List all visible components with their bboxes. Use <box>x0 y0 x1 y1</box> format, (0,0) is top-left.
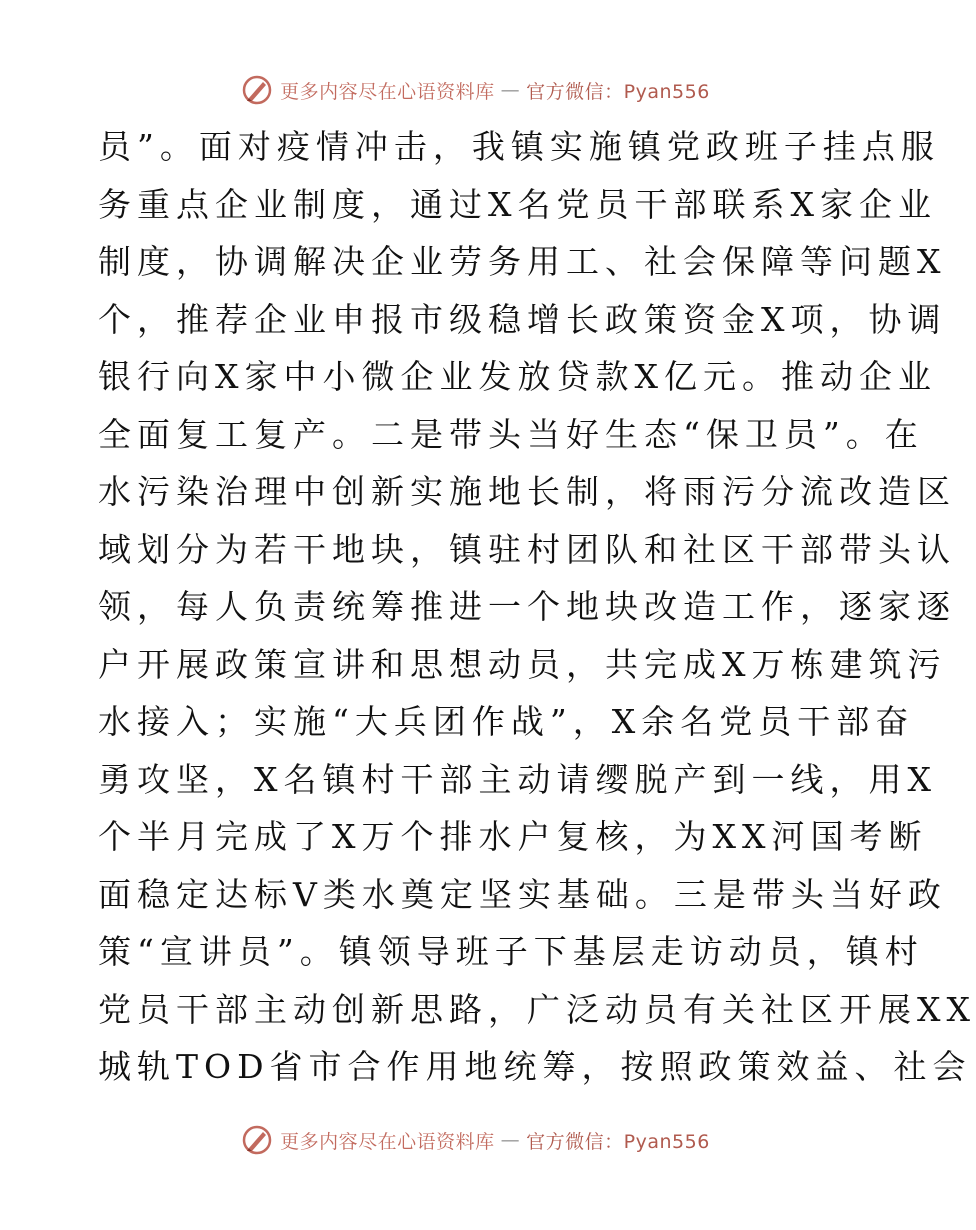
body-line: 个，推荐企业申报市级稳增长政策资金X项，协调 <box>98 299 947 339</box>
body-line: 银行向X家中小微企业发放贷款X亿元。推动企业 <box>98 357 937 396</box>
body-line: 策“宣讲员”。镇领导班子下基层走访动员，镇村 <box>98 932 924 971</box>
watermark-dash: — <box>500 79 521 101</box>
header-watermark <box>0 70 950 110</box>
pen-in-circle-logo-icon <box>240 1123 274 1157</box>
watermark-contact: 官方微信：Pyan556 <box>526 80 710 103</box>
body-line: 领，每人负责统筹推进一个地块改造工作，逐家逐 <box>98 587 956 626</box>
body-line: 水污染治理中创新实施地长制，将雨污分流改造区 <box>98 472 956 511</box>
body-line: 员”。面对疫情冲击，我镇实施镇党政班子挂点服 <box>98 127 940 166</box>
watermark-dash: — <box>500 1129 521 1151</box>
watermark-text: 更多内容尽在心语资料库 <box>280 80 495 103</box>
footer-watermark <box>0 1120 950 1160</box>
body-line: 个半月完成了X万个排水户复核，为XX河国考断 <box>98 817 928 856</box>
watermark-contact: 官方微信：Pyan556 <box>526 1130 710 1153</box>
body-line: 勇攻坚，X名镇村干部主动请缨脱产到一线，用X <box>98 759 937 799</box>
document-body <box>98 118 976 1096</box>
body-line: 城轨TOD省市合作用地统筹，按照政策效益、社会 <box>98 1047 972 1086</box>
body-line: 域划分为若干地块，镇驻村团队和社区干部带头认 <box>98 529 956 569</box>
body-line: 户开展政策宣讲和思想动员，共完成X万栋建筑污 <box>98 644 947 684</box>
body-line: 面稳定达标V类水奠定坚实基础。三是带头当好政 <box>98 874 947 914</box>
body-line: 制度，协调解决企业劳务用工、社会保障等问题X <box>98 242 947 281</box>
pen-in-circle-logo-icon <box>240 73 274 107</box>
body-line: 党员干部主动创新思路，广泛动员有关社区开展XX <box>98 989 976 1029</box>
body-line: 全面复工复产。二是带头当好生态“保卫员”。在 <box>98 414 924 454</box>
watermark-text: 更多内容尽在心语资料库 <box>280 1130 495 1153</box>
body-line: 水接入；实施“大兵团作战”，X余名党员干部奋 <box>98 702 915 741</box>
body-line: 务重点企业制度，通过X名党员干部联系X家企业 <box>98 184 937 224</box>
